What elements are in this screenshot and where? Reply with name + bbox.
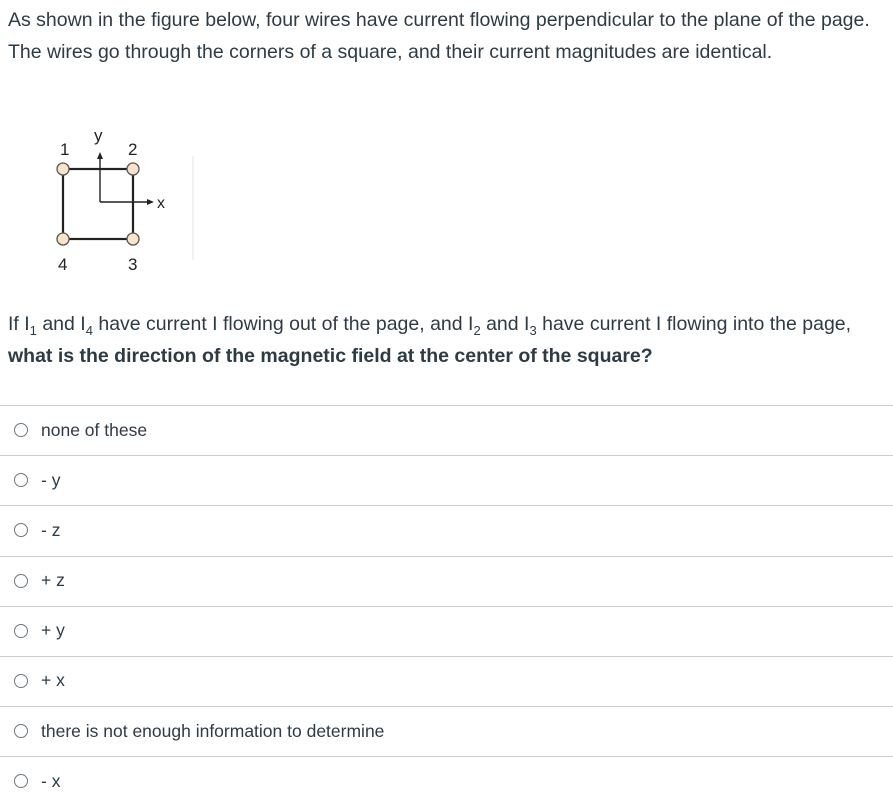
answer-label: - x: [41, 770, 61, 791]
wire-1-label: 1: [60, 140, 70, 159]
x-axis-arrowhead: [147, 199, 154, 205]
x-axis-label: x: [157, 195, 165, 212]
y-axis-label: y: [94, 126, 103, 145]
wire-2-label: 2: [128, 140, 138, 159]
radio-button[interactable]: [14, 674, 28, 688]
question-segment: and I: [480, 313, 530, 335]
answer-option[interactable]: [0, 706, 893, 755]
answer-option[interactable]: [0, 455, 893, 504]
subscript-4: 4: [85, 322, 93, 338]
radio-button[interactable]: [14, 774, 28, 788]
question-segment: If I: [8, 313, 30, 335]
radio-button[interactable]: [14, 523, 28, 537]
answer-option[interactable]: [0, 505, 893, 554]
y-axis-arrowhead: [97, 152, 103, 159]
subscript-2: 2: [473, 322, 481, 338]
subscript-1: 1: [29, 322, 37, 338]
wire-4-marker: [57, 233, 69, 245]
wire-3-label: 3: [128, 255, 138, 274]
answer-option[interactable]: [0, 556, 893, 605]
answer-option[interactable]: [0, 756, 893, 805]
radio-button[interactable]: [14, 574, 28, 588]
wire-3-marker: [127, 233, 139, 245]
radio-button[interactable]: [14, 724, 28, 738]
radio-button[interactable]: [14, 473, 28, 487]
wire-4-label: 4: [58, 255, 68, 274]
square-outline: [63, 169, 133, 239]
question-emphasis: what is the direction of the magnetic field at the center of the square?: [8, 345, 653, 367]
wire-square-figure: [40, 120, 200, 280]
question-segment: have current I flowing out of the page, and I: [92, 313, 474, 335]
answer-label: + y: [41, 620, 65, 641]
answer-option[interactable]: [0, 656, 893, 705]
answer-label: there is not enough information to determine: [41, 720, 385, 741]
radio-button[interactable]: [14, 624, 28, 638]
answer-label: - z: [41, 519, 61, 540]
question-segment: have current I flowing into the page,: [536, 313, 852, 335]
question-text: [8, 308, 888, 372]
answer-option[interactable]: [0, 405, 893, 454]
answer-label: - y: [41, 469, 61, 490]
answer-label: + z: [41, 570, 65, 591]
radio-button[interactable]: [14, 423, 28, 437]
answer-option[interactable]: [0, 606, 893, 655]
subscript-3: 3: [529, 322, 537, 338]
wire-2-marker: [127, 163, 139, 175]
answer-label: + x: [41, 670, 65, 691]
problem-statement: As shown in the figure below, four wires have current flowing perpendicular to the plane of the page. The wires go through the corners of a square, and their current magnitudes are identical.: [8, 9, 870, 63]
figure-svg: [40, 120, 200, 280]
answer-label: none of these: [41, 419, 148, 440]
answer-list: [0, 405, 893, 807]
question-segment: and I: [36, 313, 86, 335]
wire-1-marker: [57, 163, 69, 175]
